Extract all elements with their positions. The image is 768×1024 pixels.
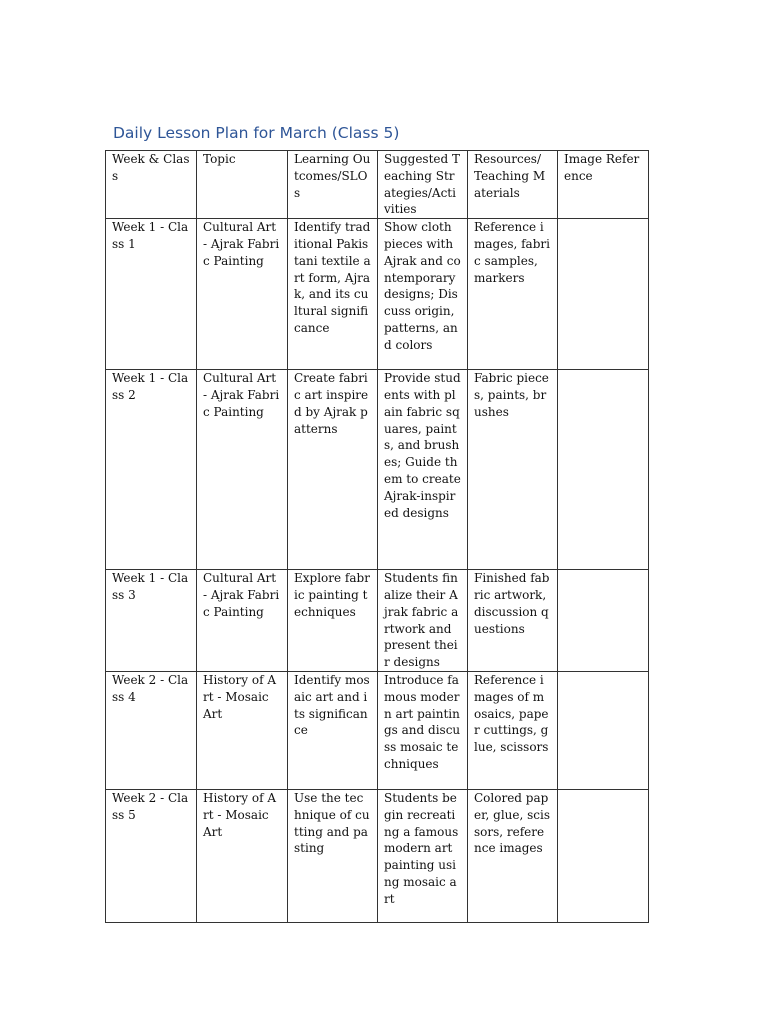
cell-teaching-strategies: Introduce famous modern art paintings and discuss mosaic techniques xyxy=(378,671,468,789)
cell-learning-outcomes: Explore fabric painting techniques xyxy=(288,570,378,672)
document-title: Daily Lesson Plan for March (Class 5) xyxy=(113,124,400,142)
header-week-class: Week & Class xyxy=(106,151,197,219)
cell-teaching-strategies: Students finalize their Ajrak fabric artwork and present their designs xyxy=(378,570,468,672)
cell-learning-outcomes: Identify traditional Pakistani textile art form, Ajrak, and its cultural significance xyxy=(288,219,378,370)
cell-image-reference xyxy=(558,570,649,672)
cell-week-class: Week 1 - Class 1 xyxy=(106,219,197,370)
cell-topic: Cultural Art - Ajrak Fabric Painting xyxy=(197,370,288,570)
header-image-reference: Image Reference xyxy=(558,151,649,219)
table-header-row xyxy=(106,151,649,219)
header-resources: Resources/ Teaching Materials xyxy=(468,151,558,219)
cell-teaching-strategies: Students begin recreating a famous modern art painting using mosaic art xyxy=(378,789,468,922)
cell-week-class: Week 1 - Class 3 xyxy=(106,570,197,672)
header-learning-outcomes: Learning Outcomes/SLOs xyxy=(288,151,378,219)
header-teaching-strategies: Suggested Teaching Strategies/Activities xyxy=(378,151,468,219)
cell-image-reference xyxy=(558,671,649,789)
cell-topic: Cultural Art - Ajrak Fabric Painting xyxy=(197,219,288,370)
cell-topic: Cultural Art - Ajrak Fabric Painting xyxy=(197,570,288,672)
cell-image-reference xyxy=(558,789,649,922)
table-row xyxy=(106,219,649,370)
cell-topic: History of Art - Mosaic Art xyxy=(197,671,288,789)
cell-image-reference xyxy=(558,219,649,370)
table-row xyxy=(106,671,649,789)
cell-resources: Reference images of mosaics, paper cuttings, glue, scissors xyxy=(468,671,558,789)
lesson-plan-table xyxy=(105,150,649,923)
header-topic: Topic xyxy=(197,151,288,219)
cell-resources: Reference images, fabric samples, markers xyxy=(468,219,558,370)
cell-topic: History of Art - Mosaic Art xyxy=(197,789,288,922)
table-row xyxy=(106,789,649,922)
cell-image-reference xyxy=(558,370,649,570)
cell-learning-outcomes: Use the technique of cutting and pasting xyxy=(288,789,378,922)
cell-week-class: Week 2 - Class 4 xyxy=(106,671,197,789)
table-row xyxy=(106,370,649,570)
cell-resources: Finished fabric artwork, discussion questions xyxy=(468,570,558,672)
cell-resources: Fabric pieces, paints, brushes xyxy=(468,370,558,570)
table-row xyxy=(106,570,649,672)
cell-week-class: Week 1 - Class 2 xyxy=(106,370,197,570)
cell-learning-outcomes: Create fabric art inspired by Ajrak patterns xyxy=(288,370,378,570)
cell-learning-outcomes: Identify mosaic art and its significance xyxy=(288,671,378,789)
cell-teaching-strategies: Show cloth pieces with Ajrak and contemporary designs; Discuss origin, patterns, and colors xyxy=(378,219,468,370)
cell-teaching-strategies: Provide students with plain fabric squares, paints, and brushes; Guide them to create Ajrak-inspired designs xyxy=(378,370,468,570)
cell-resources: Colored paper, glue, scissors, reference images xyxy=(468,789,558,922)
cell-week-class: Week 2 - Class 5 xyxy=(106,789,197,922)
